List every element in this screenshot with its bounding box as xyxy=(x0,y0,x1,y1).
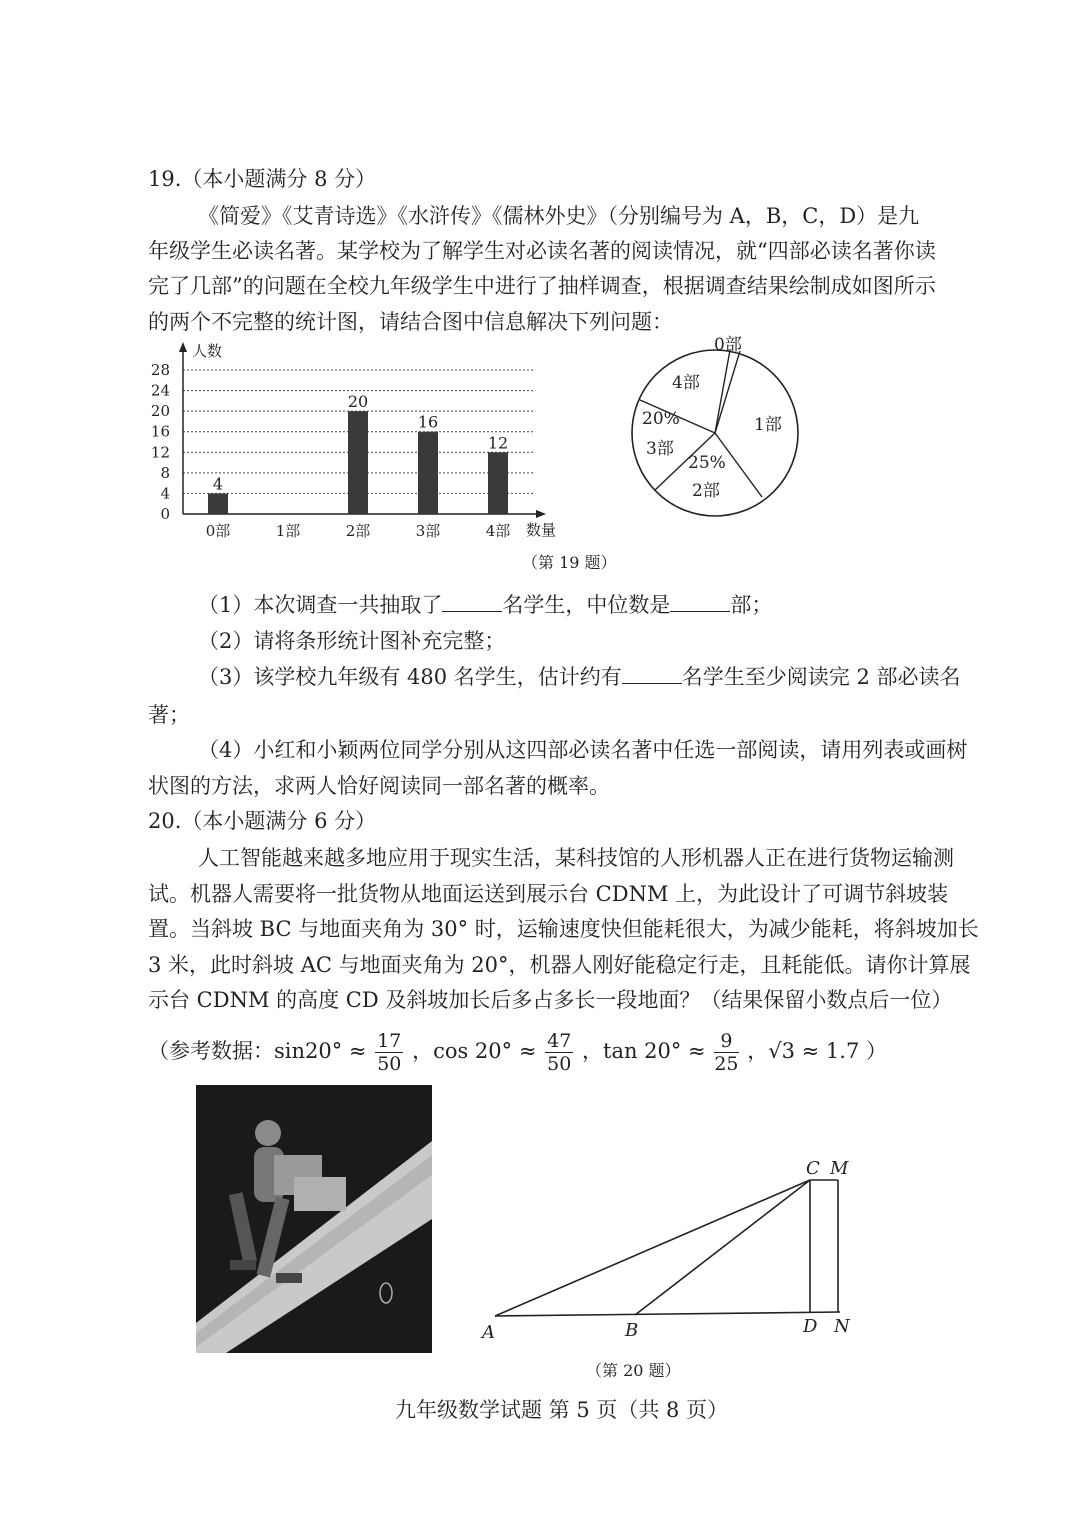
bar-data-label: 4 xyxy=(212,474,224,494)
q19-intro-line: 的两个不完整的统计图，请结合图中信息解决下列问题： xyxy=(148,310,673,334)
bar-0部 xyxy=(208,493,228,514)
robot-photo xyxy=(196,1085,432,1353)
q19-intro-line: 《简爱》《艾青诗选》《水浒传》《儒林外史》（分别编号为 A，B，C，D）是九 xyxy=(198,204,920,228)
q19-header: 19.（本小题满分 8 分） xyxy=(148,167,377,191)
bar-chart xyxy=(140,340,580,550)
q19-sub1-text: 名学生，中位数是 xyxy=(502,593,671,617)
q19-intro-line: 完了几部”的问题在全校九年级学生中进行了抽样调查，根据调查结果绘制成如图所示 xyxy=(148,274,936,298)
y-tick-label: 12 xyxy=(150,443,170,462)
q20-line: 试。机器人需要将一批货物从地面运送到展示台 CDNM 上，为此设计了可调节斜坡装 xyxy=(148,882,949,906)
bar-data-label: 12 xyxy=(487,433,509,453)
q19-sub4: （4）小红和小颖两位同学分别从这四部必读名著中任选一部阅读，请用列表或画树 xyxy=(198,738,968,762)
q20-header: 20.（本小题满分 6 分） xyxy=(148,809,377,833)
bar-3部 xyxy=(418,432,438,514)
point-M: M xyxy=(830,1158,849,1179)
q19-sub2: （2）请将条形统计图补充完整； xyxy=(198,629,506,653)
q20-line: 3 米，此时斜坡 AC 与地面夹角为 20°，机器人刚好能稳定行走，且耗能低。请你计算展 xyxy=(148,953,971,977)
robot-photo-illustration xyxy=(196,1085,432,1353)
bar-4部 xyxy=(488,452,508,514)
bar-2部 xyxy=(348,411,368,514)
y-tick-label: 28 xyxy=(150,361,170,379)
ref-text: （参考数据：sin20° ≈ xyxy=(148,1039,367,1063)
pie-chart xyxy=(620,330,820,520)
cos-fraction: $\frac{47}{50}$ xyxy=(547,1030,572,1075)
q19-sub4-cont: 状图的方法，求两人恰好阅读同一部名著的概率。 xyxy=(148,774,610,798)
point-A: A xyxy=(482,1322,495,1343)
q19-sub3 xyxy=(198,664,961,690)
q19-intro-line: 年级学生必读名著。某学校为了解学生对必读名著的阅读情况，就“四部必读名著你读 xyxy=(148,239,936,263)
pie-label-1: 1部 xyxy=(754,415,782,435)
ref-text: ，√3 ≈ 1.7 ） xyxy=(747,1039,887,1063)
pie-label-0: 0部 xyxy=(714,335,742,355)
segment-AN xyxy=(495,1312,840,1316)
point-N: N xyxy=(834,1316,850,1337)
sin-fraction: $\frac{17}{50}$ xyxy=(377,1030,402,1075)
x-axis-arrow xyxy=(536,510,546,518)
x-tick-label: 3部 xyxy=(415,522,441,540)
point-C: C xyxy=(806,1158,820,1179)
bar-data-label: 16 xyxy=(417,412,439,432)
q19-sub3-cont: 著； xyxy=(148,703,190,727)
y-tick-label: 8 xyxy=(160,463,170,482)
x-axis-label: 数量 xyxy=(526,521,557,539)
segment-BC xyxy=(635,1180,810,1315)
point-D: D xyxy=(803,1316,818,1337)
answer-blank xyxy=(442,593,502,612)
q19-caption: （第 19 题） xyxy=(522,553,617,572)
y-tick-label: 16 xyxy=(150,422,170,441)
pie-label-2: 2部 xyxy=(692,481,720,501)
q20-line: 人工智能越来越多地应用于现实生活，某科技馆的人形机器人正在进行货物运输测 xyxy=(198,846,954,870)
pie-label-4: 4部 xyxy=(672,373,700,393)
x-tick-label: 0部 xyxy=(205,522,231,540)
q19-sub1-text: （1）本次调查一共抽取了 xyxy=(198,593,443,617)
pie-label-3: 3部 xyxy=(646,439,674,459)
q19-sub3-text: （3）该学校九年级有 480 名学生，估计约有 xyxy=(198,665,622,689)
pie-percent-3: 20% xyxy=(642,409,680,429)
ref-text: ，cos 20° ≈ xyxy=(412,1039,537,1063)
q19-sub1 xyxy=(198,592,772,618)
q20-line: 示台 CDNM 的高度 CD 及斜坡加长后多占多长一段地面？（结果保留小数点后一位） xyxy=(148,988,953,1012)
q19-sub3-text: 名学生至少阅读完 2 部必读名 xyxy=(681,665,961,689)
answer-blank xyxy=(622,665,682,684)
reference-data xyxy=(148,1026,887,1076)
y-tick-label: 20 xyxy=(150,402,170,421)
x-tick-label: 4部 xyxy=(485,522,511,540)
answer-blank xyxy=(670,593,730,612)
segment-AC xyxy=(495,1180,810,1316)
y-axis-arrow xyxy=(179,342,187,352)
y-tick-label: 24 xyxy=(150,381,170,400)
x-tick-label: 1部 xyxy=(275,522,301,540)
q20-line: 置。当斜坡 BC 与地面夹角为 30° 时，运输速度快但能耗很大，为减少能耗，将斜坡加长 xyxy=(148,917,979,941)
x-tick-label: 2部 xyxy=(345,522,371,540)
page-footer: 九年级数学试题 第 5 页（共 8 页） xyxy=(395,1398,729,1422)
point-B: B xyxy=(625,1320,639,1341)
y-tick-label: 4 xyxy=(160,484,170,503)
pie-percent-2: 25% xyxy=(688,453,726,473)
tan-fraction: $\frac{9}{25}$ xyxy=(714,1030,739,1075)
bar-data-label: 20 xyxy=(347,392,369,412)
q20-caption: （第 20 题） xyxy=(586,1361,681,1380)
geometry-figure xyxy=(470,1150,870,1350)
q19-sub1-text: 部； xyxy=(730,593,773,617)
ref-text: ，tan 20° ≈ xyxy=(582,1039,706,1063)
y-axis-label: 人数 xyxy=(192,342,223,360)
y-tick-label: 0 xyxy=(160,505,170,523)
